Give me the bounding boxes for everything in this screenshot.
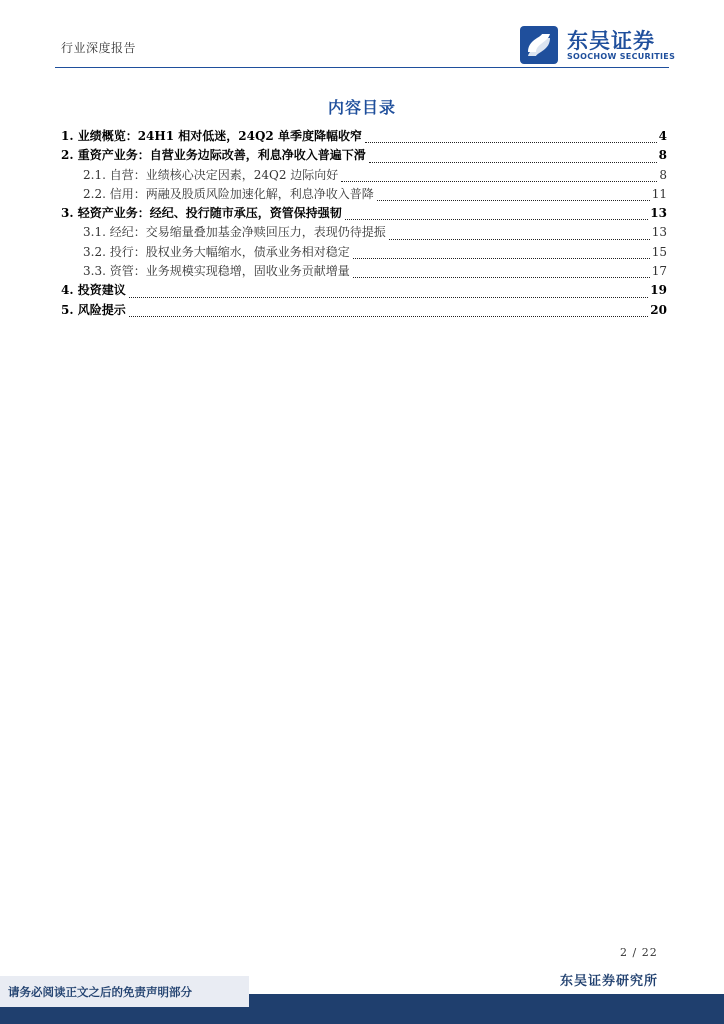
toc-entry-page: 20: [650, 302, 667, 317]
toc-title: 内容目录: [327, 98, 396, 117]
toc-leader-dots: [353, 257, 650, 259]
toc-entry-page: 8: [659, 167, 667, 182]
toc-entry[interactable]: [61, 166, 667, 185]
toc-entry-page: 8: [658, 148, 667, 163]
toc-entry[interactable]: [61, 223, 667, 242]
toc-entry-title: 4. 投资建议: [61, 283, 126, 298]
toc-entry-page: 17: [651, 264, 667, 279]
toc-entry[interactable]: [61, 146, 667, 165]
table-of-contents: [61, 127, 667, 320]
toc-entry[interactable]: [61, 243, 667, 262]
toc-leader-dots: [129, 315, 649, 317]
toc-entry-page: 19: [650, 283, 667, 298]
toc-entry-page: 15: [651, 244, 667, 259]
toc-entry-title: 2. 重资产业务：自营业务边际改善，利息净收入普遍下滑: [61, 148, 366, 163]
toc-entry-page: 11: [651, 186, 667, 201]
toc-entry-title: 3.1. 经纪：交易缩量叠加基金净赎回压力，表现仍待提振: [83, 225, 386, 240]
toc-entry[interactable]: [61, 127, 667, 146]
report-type-label: 行业深度报告: [61, 41, 137, 55]
toc-entry-title: 5. 风险提示: [61, 302, 126, 317]
toc-entry[interactable]: [61, 204, 667, 223]
header-divider: [55, 67, 669, 68]
brand-logo: [520, 26, 676, 64]
page-indicator: 2 / 22: [620, 946, 658, 959]
toc-entry-page: 13: [650, 206, 667, 221]
toc-entry[interactable]: [61, 185, 667, 204]
logo-name-cn: 东吴证券: [567, 29, 655, 53]
toc-entry-title: 3.3. 资管：业务规模实现稳增，固收业务贡献增量: [83, 264, 350, 279]
toc-leader-dots: [129, 296, 649, 298]
toc-entry-title: 2.2. 信用：两融及股质风险加速化解，利息净收入普降: [83, 186, 374, 201]
toc-entry-page: 4: [658, 129, 667, 143]
toc-leader-dots: [353, 276, 650, 278]
toc-leader-dots: [345, 218, 649, 220]
logo-name-en: SOOCHOW SECURITIES: [567, 52, 676, 61]
toc-entry-title: 3.2. 投行：股权业务大幅缩水，债承业务相对稳定: [83, 244, 350, 259]
toc-leader-dots: [369, 161, 657, 163]
toc-entry[interactable]: [61, 281, 667, 300]
toc-entry[interactable]: [61, 262, 667, 281]
toc-entry-title: 3. 轻资产业务：经纪、投行随市承压，资管保持强韧: [61, 206, 342, 221]
toc-leader-dots: [365, 141, 657, 143]
toc-entry[interactable]: [61, 301, 667, 320]
toc-leader-dots: [389, 238, 650, 240]
toc-leader-dots: [377, 199, 650, 201]
disclaimer-box: [0, 976, 249, 1007]
toc-entry-title: 1. 业绩概览：24H1 相对低迷，24Q2 单季度降幅收窄: [61, 129, 362, 143]
institute-name: 东吴证券研究所: [560, 974, 659, 989]
soochow-logo-icon: [520, 26, 558, 64]
toc-entry-page: 13: [651, 225, 667, 240]
toc-leader-dots: [341, 180, 657, 182]
toc-entry-title: 2.1. 自营：业绩核心决定因素，24Q2 边际向好: [83, 167, 339, 182]
disclaimer-text: 请务必阅读正文之后的免责声明部分: [8, 985, 192, 999]
